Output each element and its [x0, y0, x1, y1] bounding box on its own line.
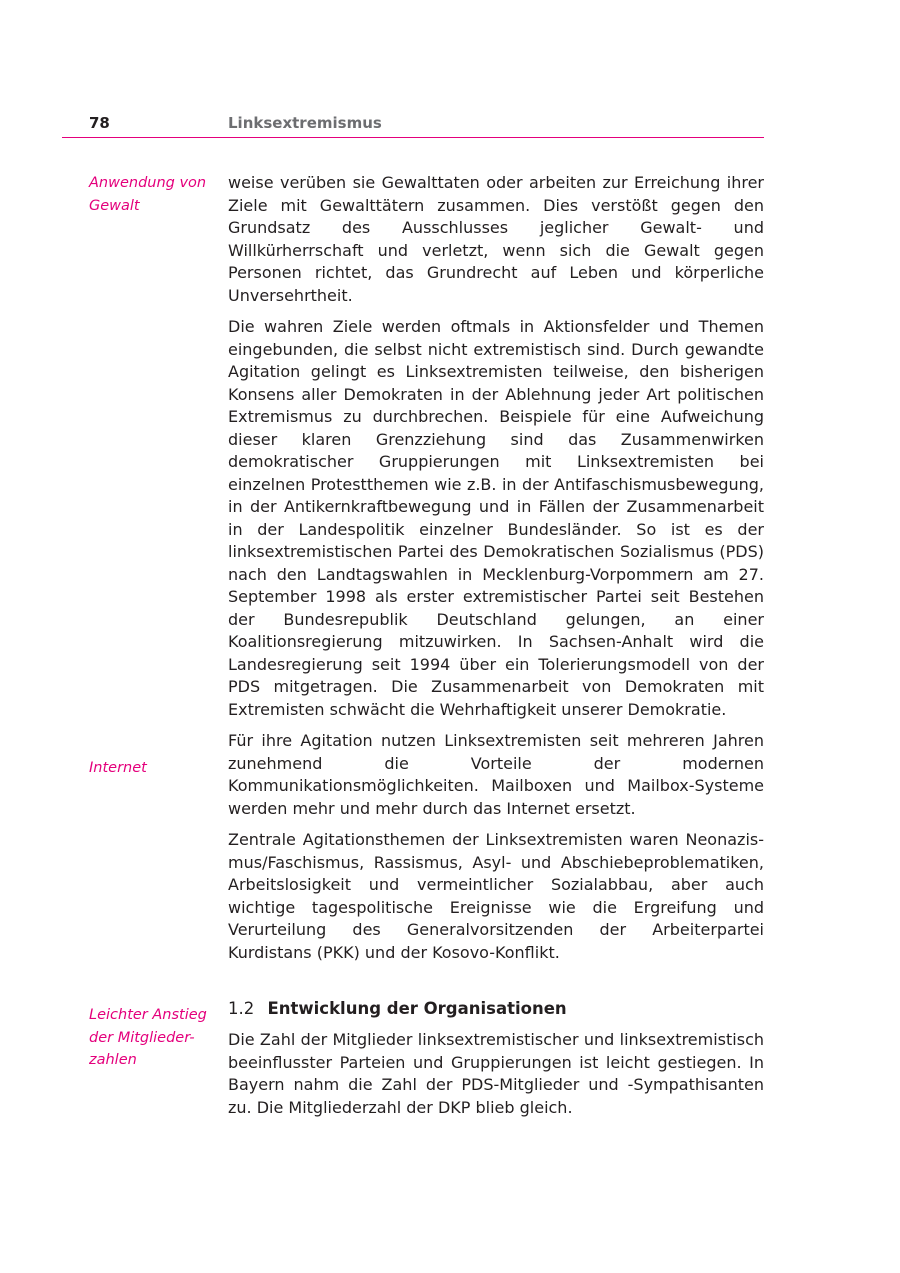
body-text: [228, 172, 764, 1128]
header-rule: [62, 137, 764, 138]
margin-note-line: Internet: [89, 760, 147, 776]
running-head: Linksextremismus: [228, 114, 382, 132]
page-number: 78: [89, 114, 110, 132]
margin-note-line: der Mitglieder-: [89, 1029, 195, 1046]
paragraph: Die Zahl der Mitglieder linksextremistischer und linksextremistisch beeinflusster Parteien und Gruppierungen ist leicht gestiegen. In Bayern nahm die Zahl der PDS-Mitglieder und -Sympathisanten zu. Die Mitgliederzahl der DKP blieb gleich.: [228, 1030, 764, 1117]
paragraph: Die wahren Ziele werden oftmals in Aktionsfelder und Themen eingebunden, die selbst nicht extremistisch sind. Durch gewandte Agitation gelingt es Linksextremisten teilweise, den bisherigen Konsens aller Demokraten in der Ablehnung jeder Art politischen Extremismus zu durchbrechen. Beispiele für eine Aufweichung dieser klaren Grenzziehung sind das Zusammenwirken demokratischer Gruppierungen mit Linksextremisten bei einzelnen Protestthemen wie z.B. in der Antifaschismusbewegung, in der Antikernkraftbewegung und in Fällen der Zusammenarbeit in der Landespolitik einzelner Bundesländer. So ist es der linksextremistischen Partei des Demokratischen Sozialismus (PDS) nach den Landtagswahlen in Mecklenburg-Vorpommern am 27. September 1998 als erster extremistischer Partei seit Bestehen der Bundesrepublik Deutschland gelungen, an einer Koalitionsregierung mitzuwirken. In Sachsen-Anhalt wird die Landesregierung seit 1994 über ein Tolerierungsmodell von der PDS mitgetragen. Die Zusammenarbeit von Demokraten mit Extremisten schwächt die Wehrhaftigkeit unserer Demokratie.: [228, 317, 764, 719]
margin-note-gewalt: [89, 172, 219, 217]
margin-note-line: zahlen: [89, 1052, 137, 1068]
margin-note-internet: [89, 757, 219, 780]
margin-note-line: Leichter Anstieg: [89, 1007, 207, 1023]
paragraph: Für ihre Agitation nutzen Linksextremisten seit mehreren Jahren zunehmend die Vorteile der modernen Kommunikationsmöglichkeiten. Mailboxen und Mailbox-Systeme werden mehr und mehr durch das Internet ersetzt.: [228, 731, 764, 818]
margin-note-line: Anwendung von: [89, 175, 207, 191]
paragraph: weise verüben sie Gewalttaten oder arbeiten zur Erreichung ihrer Ziele mit Gewalttätern zusammen. Dies verstößt gegen den Grundsatz des Ausschlusses jeglicher Gewalt- und Willkürherrschaft und verletzt, wenn sich die Gewalt gegen Personen richtet, das Grundrecht auf Leben und körperliche Unversehrtheit.: [228, 173, 764, 305]
section-number: 1.2: [228, 999, 255, 1018]
paragraph: Zentrale Agitationsthemen der Linksextremisten waren Neonazismus/Faschismus, Rassismus, Asyl- und Abschiebeproblematiken, Arbeitslosigkeit und vermeintlicher Sozialabbau, aber auch wichtige tagespolitische Ereignisse wie die Ergreifung und Verurteilung des Generalvorsitzenden der Arbeiterpartei Kurdistans (PKK) und der Kosovo-Konflikt.: [228, 830, 764, 962]
margin-note-mitglieder: [89, 1004, 219, 1072]
section-heading: [228, 998, 764, 1020]
margin-note-line: Gewalt: [89, 197, 140, 214]
section-title: Entwicklung der Organisationen: [267, 999, 567, 1018]
